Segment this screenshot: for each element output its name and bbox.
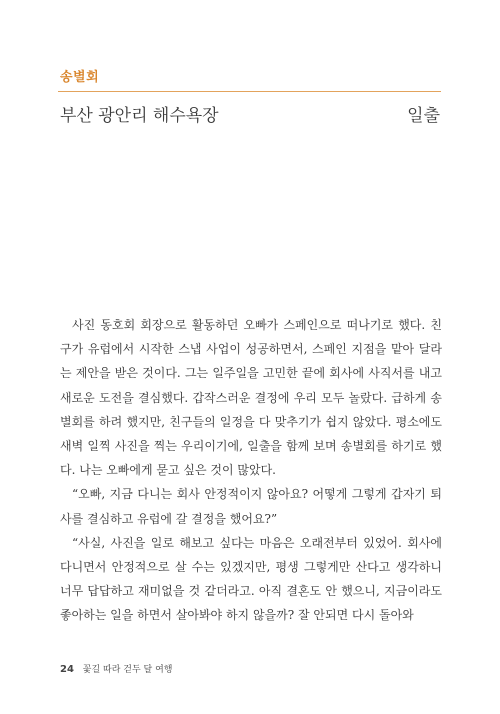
- section-label: 송별회: [60, 70, 100, 85]
- book-title: 꽃길 따라 걷두 달 여행: [82, 665, 173, 675]
- page-footer: [60, 662, 173, 675]
- paragraph-3: “사실, 사진을 일로 해보고 싶다는 마음은 오래전부터 있었어. 회사에 다니면서 안정적으로 살 수는 있겠지만, 평생 그렇게만 산다고 생각하니 너무 답답하고 재미없을 것 같더라고. 아직 결혼도 안 했으니, 지금이라도 좋아하는 일을 하면서 살아봐야 하지 않을까? 잘 안되면 다시 돌아와: [60, 535, 442, 623]
- sunrise-tag: 일출: [407, 106, 440, 126]
- paragraph-2: “오빠, 지금 다니는 회사 안정적이지 않아요? 어떻게 그렇게 갑자기 퇴사를 결심하고 유럽에 갈 결정을 했어요?”: [60, 487, 442, 526]
- paragraph-1: 사진 동호회 회장으로 활동하던 오빠가 스페인으로 떠나기로 했다. 친구가 유럽에서 시작한 스냅 사업이 성공하면서, 스페인 지점을 맡아 달라는 제안을 받은 것이다. 그는 일주일을 고민한 끝에 회사에 사직서를 내고 새로운 도전을 결심했다. 갑작스러운 결정에 우리 모두 놀랐다. 급하게 송별회를 하려 했지만, 친구들의 일정을 다 맞추기가 쉽지 않았다. 평소에도 새벽 일찍 사진을 찍는 우리이기에, 일출을 함께 보며 송별회를 하기로 했다. 나는 오빠에게 묻고 싶은 것이 많았다.: [60, 318, 442, 478]
- header-divider: [58, 91, 441, 92]
- location-title: 부산 광안리 해수욕장: [60, 106, 219, 126]
- page-number: 24: [60, 664, 74, 675]
- body-text: [60, 313, 442, 628]
